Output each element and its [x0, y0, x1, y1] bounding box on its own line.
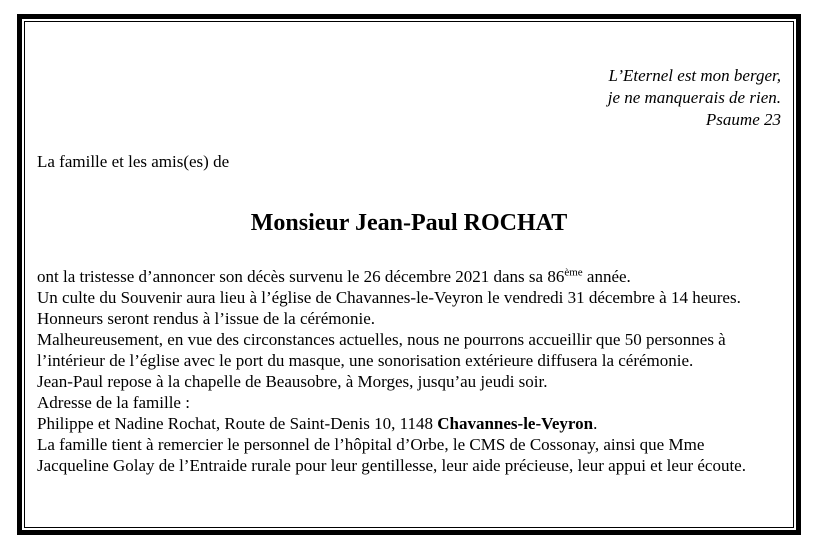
- adresse-text-before-bold: Philippe et Nadine Rochat, Route de Saint-Denis 10, 1148: [37, 414, 438, 433]
- intro-line: La famille et les amis(es) de: [37, 152, 230, 171]
- body-line-deces: [37, 266, 781, 287]
- deceased-name-title: Monsieur Jean-Paul ROCHAT: [250, 210, 568, 236]
- body-line-adresse-label: Adresse de la famille :: [37, 393, 190, 412]
- deces-text-before-sup: ont la tristesse d’annoncer son décès survenu le 26 décembre 2021 dans sa 86: [37, 267, 565, 286]
- psalm-quote-line-1: L’Eternel est mon berger,: [608, 66, 781, 85]
- announcement-content: [25, 22, 793, 527]
- body-line-adresse: [37, 413, 781, 434]
- body-line-repose: Jean-Paul repose à la chapelle de Beausobre, à Morges, jusqu’au jeudi soir.: [37, 372, 548, 391]
- body-line-remerciements-2: Jacqueline Golay de l’Entraide rurale pour leur gentillesse, leur aide précieuse, leur appui et leur écoute.: [37, 456, 746, 475]
- body-line-honneurs: Honneurs seront rendus à l’issue de la cérémonie.: [37, 309, 375, 328]
- body-line-culte: Un culte du Souvenir aura lieu à l’église de Chavannes-le-Veyron le vendredi 31 décembre à 14 heures.: [37, 288, 741, 307]
- psalm-quote-reference: Psaume 23: [705, 110, 781, 129]
- body-line-malheureusement-1: Malheureusement, en vue des circonstances actuelles, nous ne pourrons accueillir que 50 personnes à: [37, 330, 726, 349]
- deces-text-after-sup: année.: [582, 267, 631, 286]
- adresse-text-after-bold: .: [593, 414, 598, 433]
- body-line-remerciements-1: La famille tient à remercier le personnel de l’hôpital d’Orbe, le CMS de Cossonay, ainsi que Mme: [37, 435, 705, 454]
- psalm-quote-line-2: je ne manquerais de rien.: [607, 88, 781, 107]
- deces-ordinal-superscript: ème: [564, 266, 583, 279]
- adresse-locality-bold: Chavannes-le-Veyron: [437, 414, 594, 433]
- body-line-malheureusement-2: l’intérieur de l’église avec le port du masque, une sonorisation extérieure diffusera la cérémonie.: [37, 351, 694, 370]
- announcement-inner-border: [24, 21, 794, 528]
- announcement-body: [37, 266, 781, 476]
- announcement-outer-border: [17, 14, 801, 535]
- psalm-quote: [37, 65, 781, 131]
